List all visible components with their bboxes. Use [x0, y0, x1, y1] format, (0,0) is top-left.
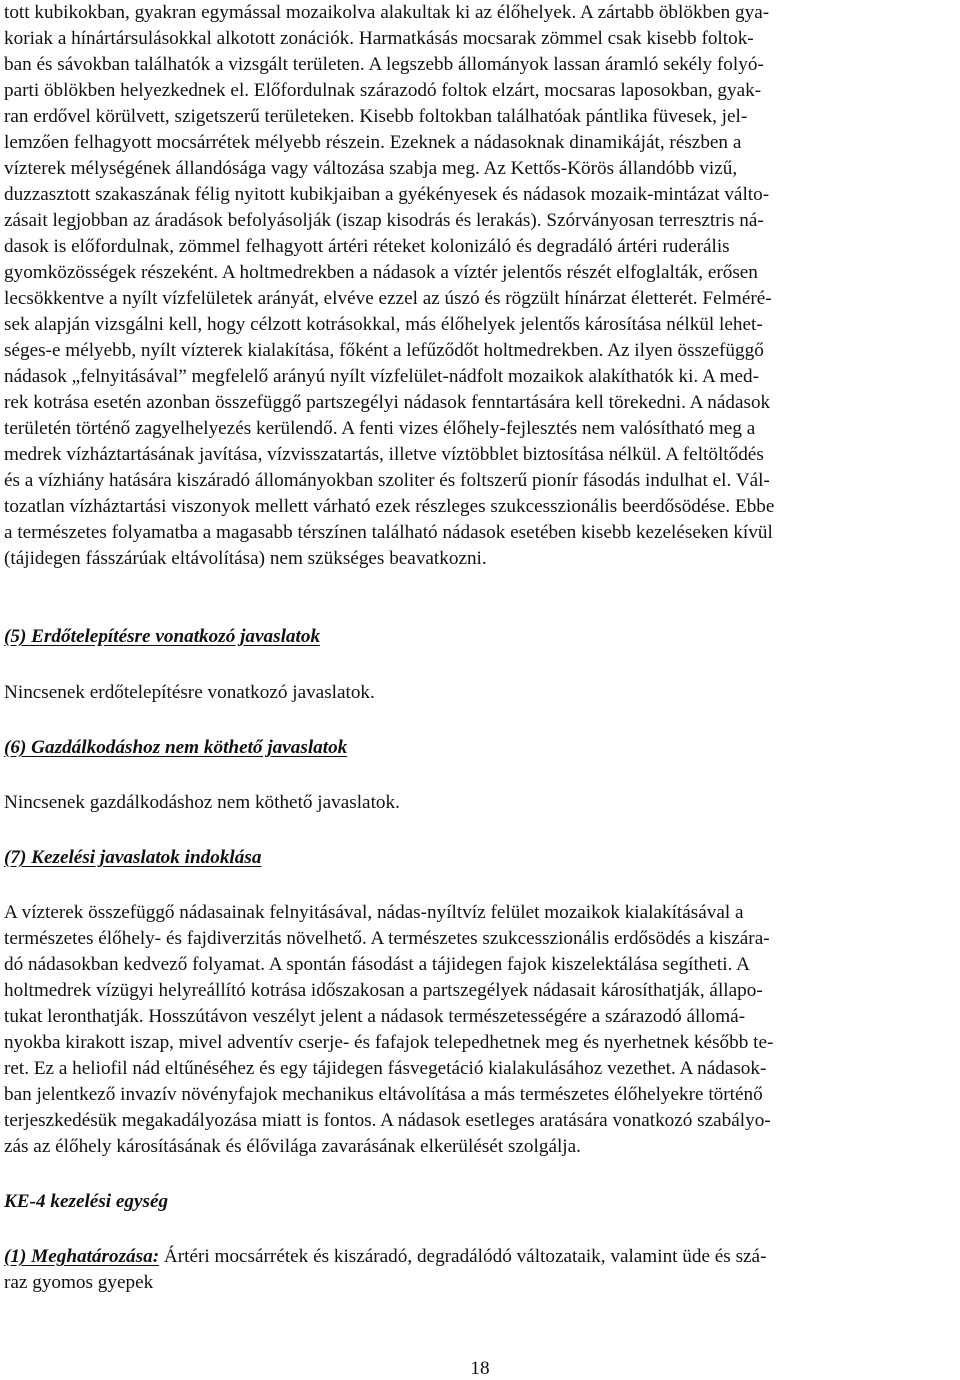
page-number: 18 [470, 1358, 490, 1379]
unit-heading-ke4: KE-4 kezelési egység [4, 1191, 169, 1212]
text-line: medrek vízháztartásának javítása, vízvisszatartás, illetve víztöbblet biztosítása nélkül. A feltöltődés [4, 444, 764, 465]
text-line: duzzasztott szakaszának félig nyitott kubikjaiban a gyékényesek és nádasok mozaik-mintázat válto- [4, 184, 770, 205]
text-line: rek kotrása esetén azonban összefüggő partszegélyi nádasok fenntartására kell törekedni. A nádasok [4, 392, 771, 413]
text-line: dó nádasokban kedvező folyamat. A spontán fásodást a tájidegen fajok kiszelektálása segítheti. A [4, 954, 750, 975]
text-line: terjeszkedésük megakadályozása miatt is fontos. A nádasok esetleges aratására vonatkozó szabályo- [4, 1110, 771, 1131]
text-line: természetes élőhely- és fajdiverzitás növelhető. A természetes szukcesszionális erdősödés a kiszára- [4, 928, 770, 949]
definition-line [4, 1244, 766, 1270]
text-line: tozatlan vízháztartási viszonyok mellett várható ezek részleges szukcesszionális beerdősödése. Ebbe [4, 496, 775, 517]
text-line: holtmedrek vízügyi helyreállító kotrása időszakosan a partszegélyek nádasait károsíthatják, állapo- [4, 980, 763, 1001]
section-text-6: Nincsenek gazdálkodáshoz nem köthető javaslatok. [4, 792, 400, 813]
text-line: tukat leronthatják. Hosszútávon veszélyt jelent a nádasok természetességére a szárazodó állomá- [4, 1006, 746, 1027]
definition-line-continued: raz gyomos gyepek [4, 1272, 154, 1293]
text-line: séges-e mélyebb, nyílt vízterek kialakítása, főként a lefűződőt holtmedrekben. Az ilyen összefüggő [4, 340, 764, 361]
text-line: ran erdővel körülvett, szigetszerű területeken. Kisebb foltokban találhatóak pántlika füvesek, jel- [4, 106, 748, 127]
section-heading-7: (7) Kezelési javaslatok indoklása [4, 847, 262, 868]
text-line: a természetes folyamatba a magasabb térszínen található nádasok esetében kisebb kezeléseken kívül [4, 522, 773, 543]
text-line: vízterek mélységének állandósága vagy változása szabja meg. Az Kettős-Körös állandóbb vizű, [4, 158, 738, 179]
text-line: és a vízhiány hatására kiszáradó állományokban szoliter és foltszerű pionír fásodás indulhat el. Vál- [4, 470, 770, 491]
text-line: zásait legjobban az áradások befolyásolják (iszap kisodrás és lerakás). Szórványosan terresztris ná- [4, 210, 764, 231]
text-line: A vízterek összefüggő nádasainak felnyitásával, nádas-nyíltvíz felület mozaikok kialakításával a [4, 902, 744, 923]
text-line: nyokba kirakott iszap, mivel adventív cserje- és fafajok telepedhetnek meg és nyerhetnek később te- [4, 1032, 774, 1053]
text-line: tott kubikokban, gyakran egymással mozaikolva alakultak ki az élőhelyek. A zártabb öblökben gya- [4, 2, 770, 23]
text-line: gyomközösségek részeként. A holtmedrekben a nádasok a víztér jelentős részét elfoglalták, erősen [4, 262, 758, 283]
text-line: lemzően felhagyott mocsárrétek mélyebb részein. Ezeknek a nádasoknak dinamikáját, részben a [4, 132, 742, 153]
definition-text: Ártéri mocsárrétek és kiszáradó, degradálódó változataik, valamint üde és szá- [159, 1246, 767, 1267]
section-text-5: Nincsenek erdőtelepítésre vonatkozó javaslatok. [4, 682, 375, 703]
text-line: ban jelentkező invazív növényfajok mechanikus eltávolítása a más természetes élőhelyekre történő [4, 1084, 763, 1105]
text-line: (tájidegen fásszárúak eltávolítása) nem szükséges beavatkozni. [4, 548, 487, 569]
text-line: ban és sávokban találhatók a vizsgált területen. A legszebb állományok lassan áramló sekély folyó- [4, 54, 764, 75]
text-line: sek alapján vizsgálni kell, hogy célzott kotrásokkal, más élőhelyek jelentős károsítása nélkül lehet- [4, 314, 763, 335]
text-line: ret. Ez a heliofil nád eltűnéséhez és egy tájidegen fásvegetáció kialakulásához vezethet. A nádasok- [4, 1058, 767, 1079]
text-line: nádasok „felnyitásával” megfelelő arányú nyílt vízfelület-nádfolt mozaikok alakíthatók ki. A med- [4, 366, 759, 387]
text-line: parti öblökben helyezkednek el. Előfordulnak szárazodó foltok elzárt, mocsaras laposokban, gyak- [4, 80, 762, 101]
section-heading-5: (5) Erdőtelepítésre vonatkozó javaslatok [4, 626, 321, 647]
text-line: területén történő zagyelhelyezés kerülendő. A fenti vizes élőhely-fejlesztés nem valósítható meg a [4, 418, 756, 439]
text-line: dasok is előfordulnak, zömmel felhagyott ártéri réteket kolonizáló és degradáló ártéri ruderális [4, 236, 730, 257]
text-line: zás az élőhely károsításának és élővilága zavarásának elkerülését szolgálja. [4, 1136, 581, 1157]
text-line: koriak a hínártársulásokkal alkotott zonációk. Harmatkásás mocsarak zömmel csak kisebb foltok- [4, 28, 754, 49]
section-heading-6: (6) Gazdálkodáshoz nem köthető javaslatok [4, 737, 348, 758]
text-line: lecsökkentve a nyílt vízfelületek arányát, elvéve ezzel az úszó és rögzült hínárzat életterét. Felméré- [4, 288, 772, 309]
definition-label: (1) Meghatározása: [4, 1246, 160, 1267]
